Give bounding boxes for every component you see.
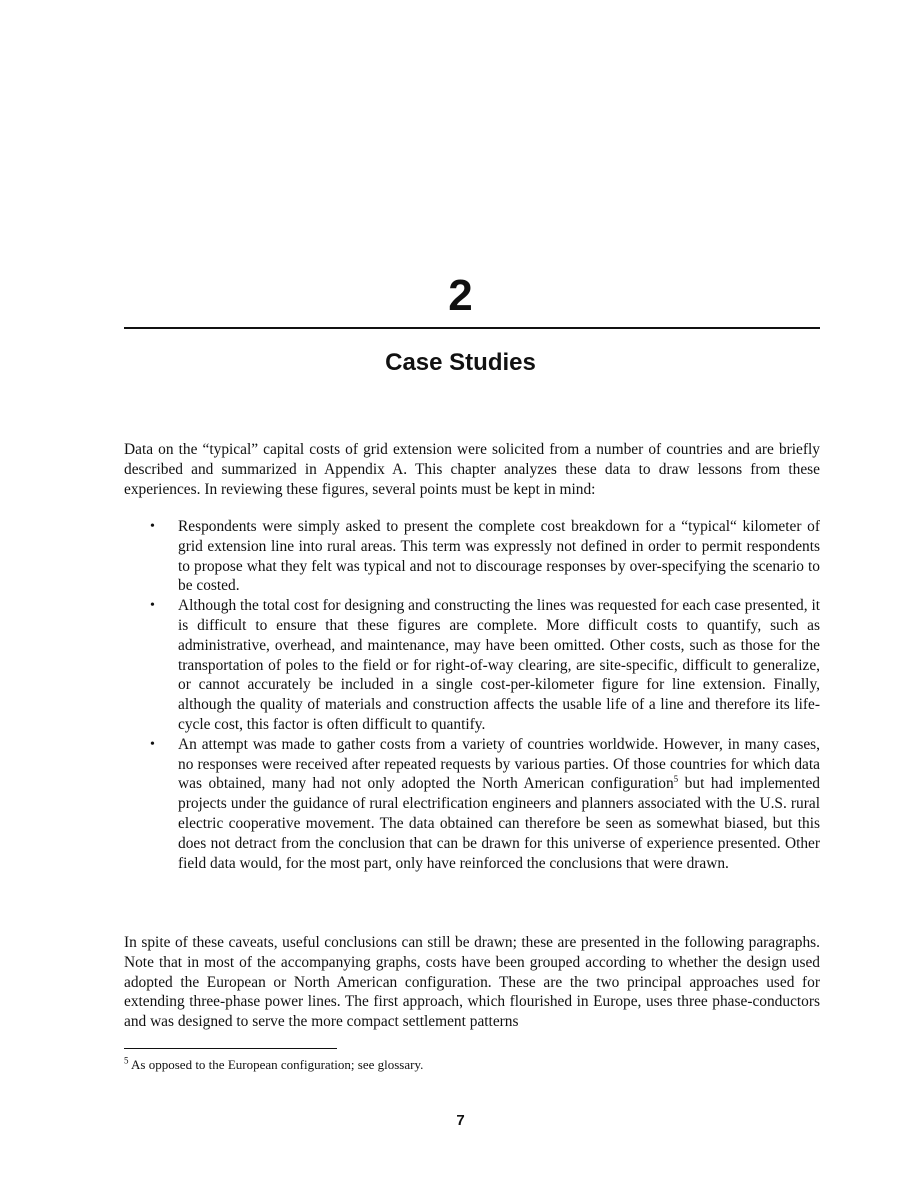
footnote — [124, 1057, 820, 1073]
chapter-rule — [124, 327, 820, 329]
bullet-list — [124, 517, 820, 873]
bullet-icon: • — [150, 598, 155, 614]
page-number: 7 — [456, 1112, 465, 1129]
footnote-marker: 5 — [124, 1055, 129, 1066]
closing-paragraph: In spite of these caveats, useful conclusions can still be drawn; these are presented in the following paragraphs. Note that in most of the accompanying graphs, costs have been grouped according to whether the design used adopted the European or North American configuration. These are the two principal approaches used for extending three-phase power lines. The first approach, which flourished in Europe, uses three phase-conductors and was designed to serve the more compact settlement patterns — [124, 934, 820, 1031]
bullet-item — [124, 517, 820, 596]
chapter-number: 2 — [448, 271, 473, 320]
bullet-text: but had implemented projects under the guidance of rural electrification engineers and planners associated with the U.S. rural electric cooperative movement. The data obtained can therefore be seen as somewhat biased, but this does not detract from the conclusion that can be drawn for this universe of experience presented. Other field data would, for the most part, only have reinforced the conclusions that were drawn. — [178, 775, 820, 872]
bullet-item — [124, 596, 820, 735]
bullet-icon: • — [150, 519, 155, 534]
bullet-text: Although the total cost for designing and constructing the lines was requested for each case presented, it is difficult to ensure that these figures are complete. More difficult costs to quantify, such as administrative, overhead, and maintenance, may have been omitted. Other costs, such as those for the transportation of poles to the field or for right-of-way clearing, are site-specific, difficult to generalize, or cannot accurately be included in a single cost-per-kilometer figure for line extension. Finally, although the quality of materials and construction affects the usable life of a line and therefore its life-cycle cost, this factor is often difficult to quantify. — [178, 597, 820, 733]
bullet-text: Respondents were simply asked to present the complete cost breakdown for a “typical“ kilometer of grid extension line into rural areas. This term was expressly not defined in order to permit respondents to propose what they felt was typical and not to discourage responses by over-specifying the scenario to be costed. — [178, 518, 820, 595]
footnote-reference[interactable]: 5 — [673, 774, 679, 785]
bullet-text: An attempt was made to gather costs from a variety of countries worldwide. However, in many cases, no responses were received after repeated requests by various parties. Of those countries for which data was obtained, many had not only adopted the North American configuration — [178, 735, 820, 793]
footnote-text: As opposed to the European configuration; see glossary. — [131, 1057, 424, 1072]
bullet-item — [124, 735, 820, 874]
bullet-icon: • — [150, 736, 155, 752]
footnote-rule — [124, 1048, 337, 1049]
chapter-title: Case Studies — [385, 349, 536, 376]
intro-paragraph: Data on the “typical” capital costs of grid extension were solicited from a number of countries and are briefly described and summarized in Appendix A. This chapter analyzes these data to draw lessons from these experiences. In reviewing these figures, several points must be kept in mind: — [124, 441, 820, 498]
